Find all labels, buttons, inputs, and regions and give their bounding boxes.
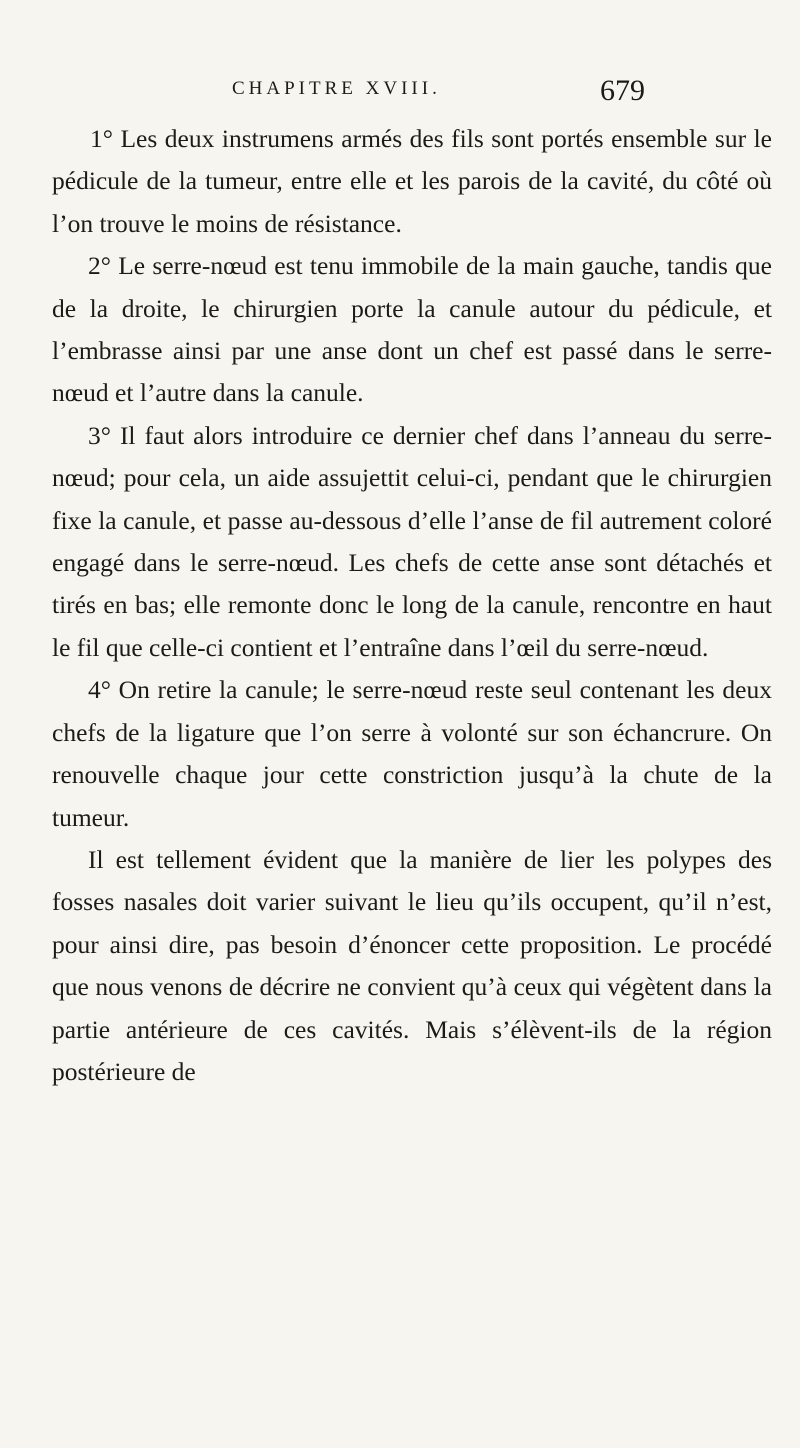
paragraph-step-1: 1° Les deux instrumens armés des fils sont portés ensemble sur le pédicule de la tumeur, entre elle et les parois de la cavité, du côté où l’on trouve le moins de résistance. (52, 124, 772, 238)
paragraph-step-4: 4° On retire la canule; le serre-nœud reste seul contenant les deux chefs de la ligature que l’on serre à volonté sur son échancrure. On renouvelle chaque jour cette constriction jusqu’à la chute de la tumeur. (52, 675, 772, 832)
body-text (52, 118, 772, 1093)
running-title: CHAPITRE XVIII. (232, 78, 441, 99)
paragraph-step-2: 2° Le serre-nœud est tenu immobile de la main gauche, tandis que de la droite, le chirurgien porte la canule autour du pédicule, et l’embrasse ainsi par une anse dont un chef est passé dans le serre-nœud et l’autre dans la canule. (52, 251, 772, 408)
paragraph-step-3: 3° Il faut alors introduire ce dernier chef dans l’anneau du serre-nœud; pour cela, un aide assujettit celui-ci, pendant que le chirurgien fixe la canule, et passe au-dessous d’elle l’anse de fil autrement coloré engagé dans le serre-nœud. Les chefs de cette anse sont détachés et tirés en bas; elle remonte donc le long de la canule, rencontre en haut le fil que celle-ci contient et l’entraîne dans l’œil du serre-nœud. (52, 420, 772, 662)
page-header (0, 74, 800, 114)
page-number: 679 (600, 74, 645, 107)
paragraph-conclusion: Il est tellement évident que la manière de lier les polypes des fosses nasales doit varier suivant le lieu qu’ils occupent, qu’il n’est, pour ainsi dire, pas besoin d’énoncer cette proposition. Le procédé que nous venons de décrire ne convient qu’à ceux qui végètent dans la partie antérieure de ces cavités. Mais s’élèvent-ils de la région postérieure de (52, 844, 772, 1086)
